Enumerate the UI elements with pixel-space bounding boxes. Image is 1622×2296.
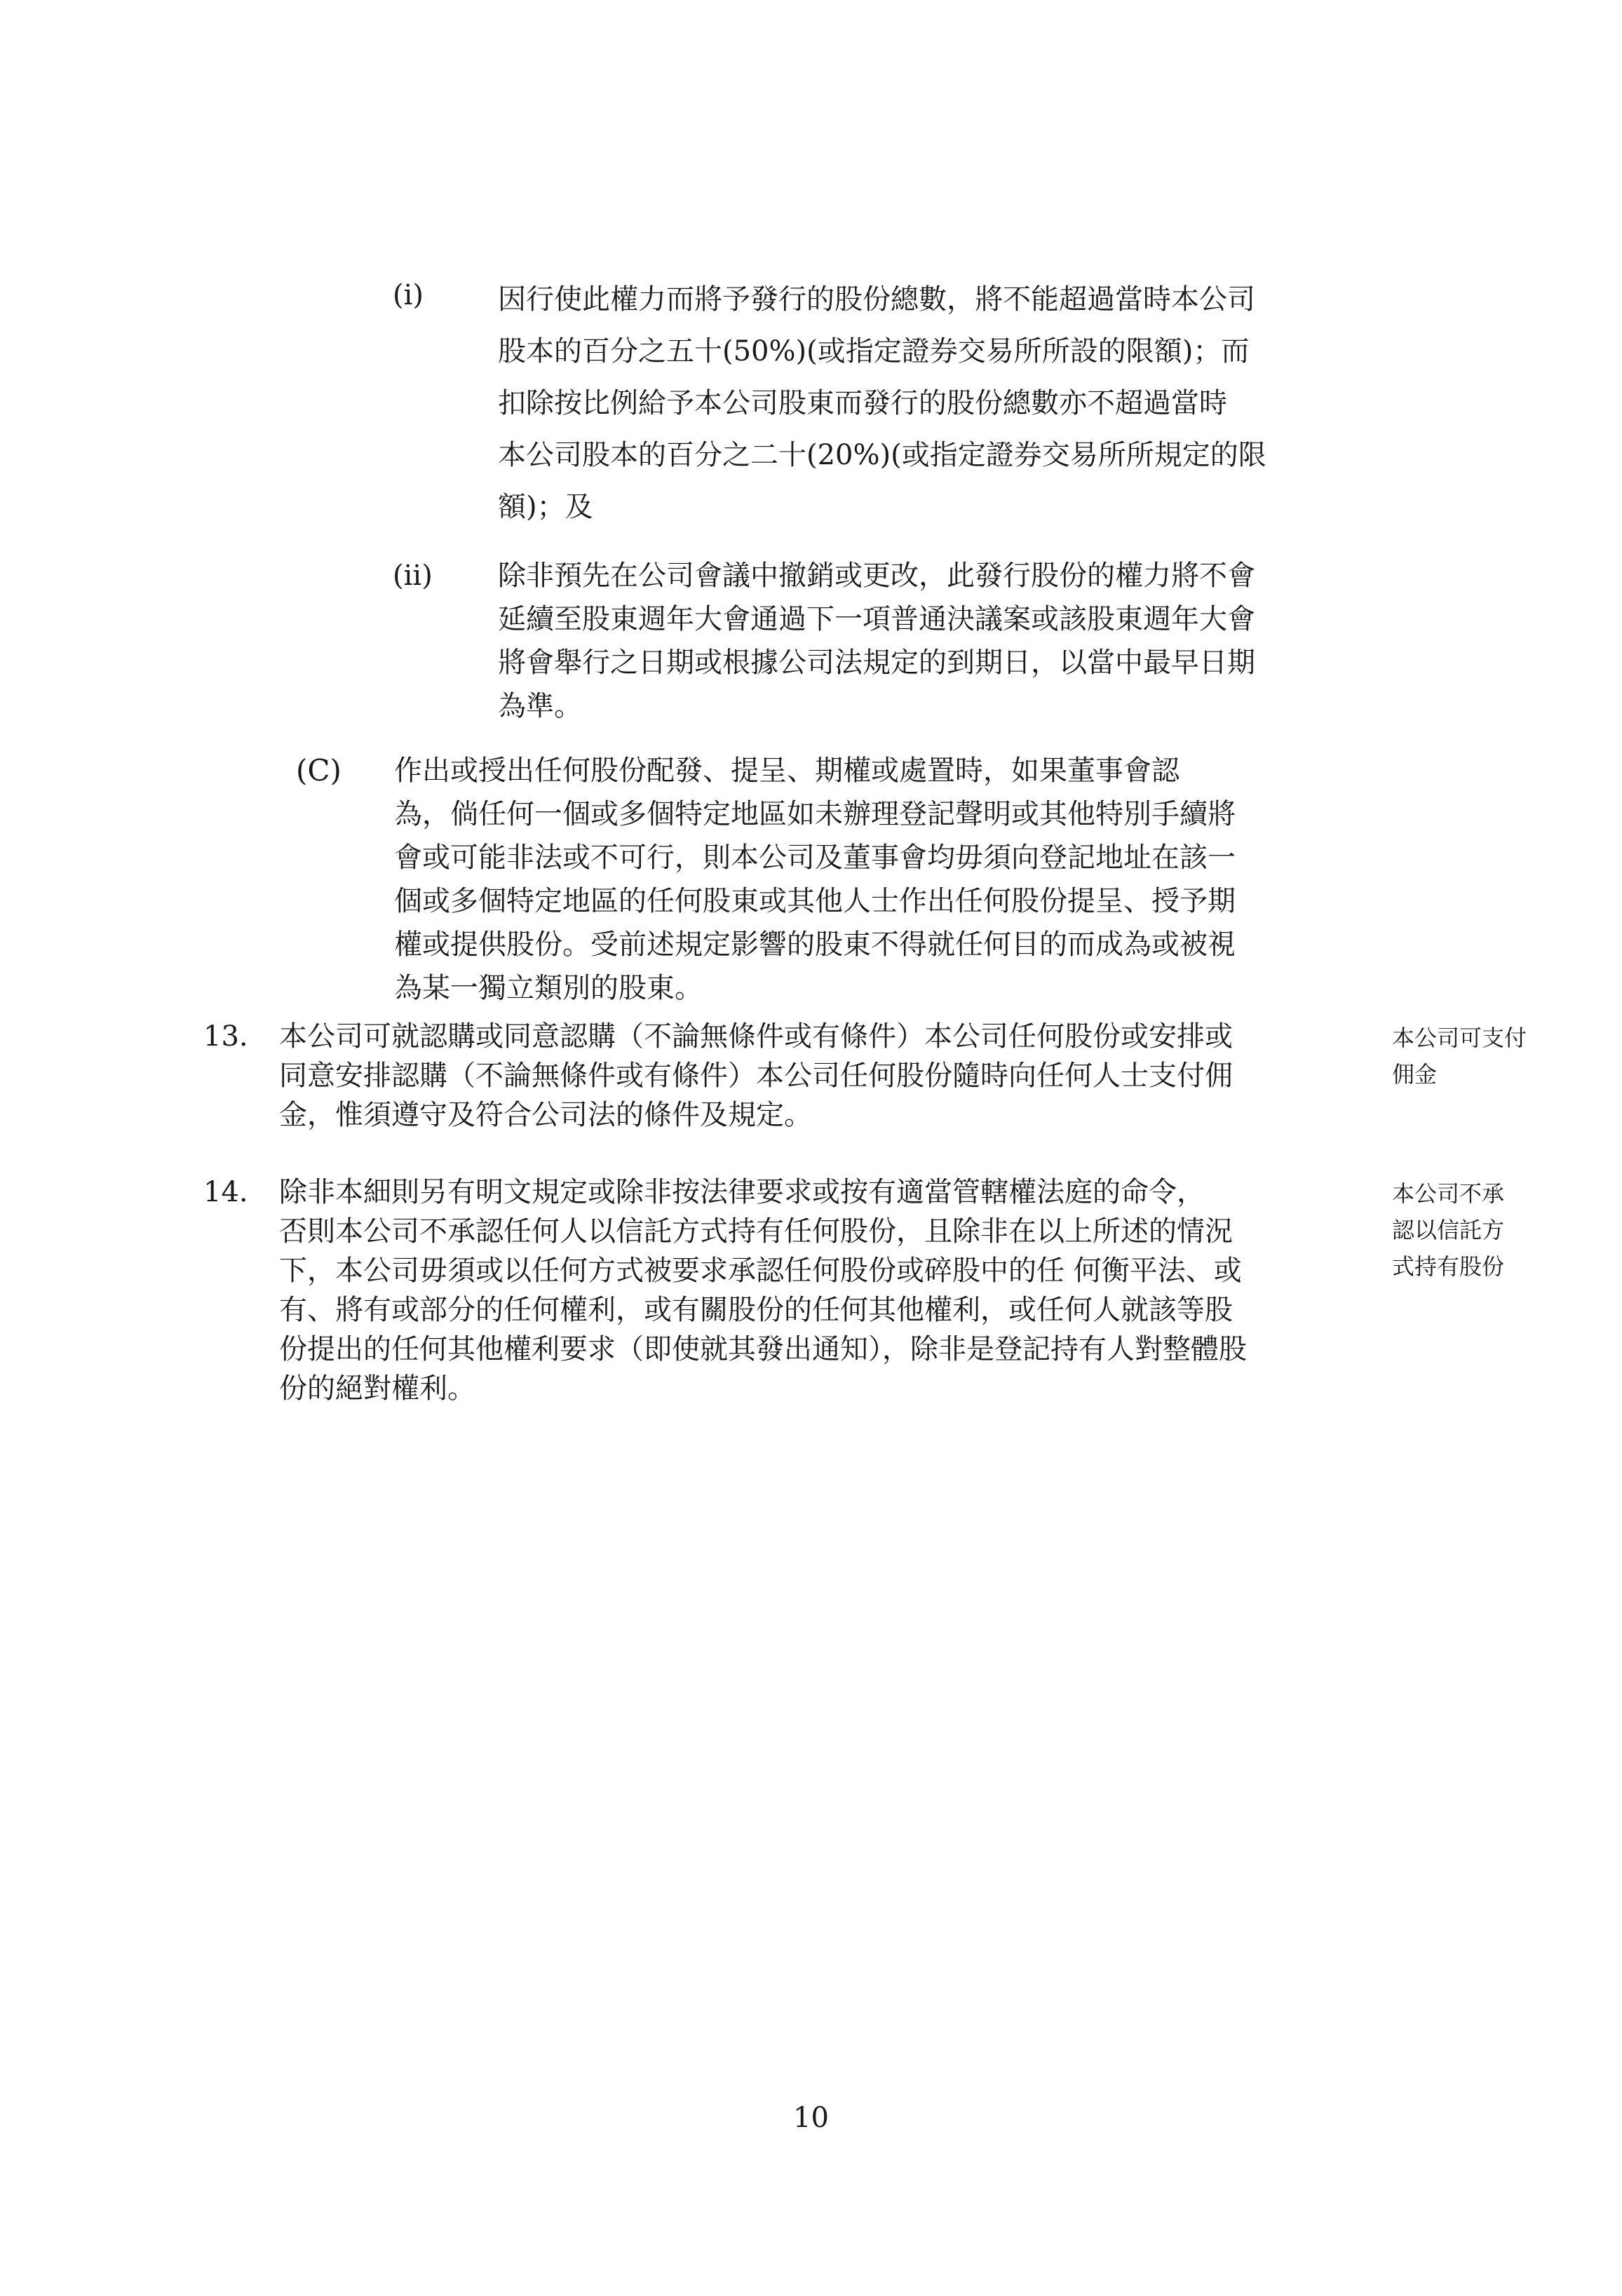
sub-item-text: 因行使此權力而將予發行的股份總數，將不能超過當時本公司 股本的百分之五十(50%)(或指定證券交易所所設的限額)；而 扣除按比例給予本公司股東而發行的股份總數亦不超過當時 本公司股本的百分之二十(20%)(或指定證券交易所所規定的限 額)；及 — [498, 283, 1266, 523]
article-number: 13. — [203, 1020, 248, 1053]
page-number: 10 — [793, 2102, 829, 2134]
article-text: 本公司可就認購或同意認購（不論無條件或有條件）本公司任何股份或安排或 同意安排認購（不論無條件或有條件）本公司任何股份隨時向任何人士支付佣 金，惟須遵守及符合公司法的條件及規定。 — [279, 1020, 1233, 1131]
margin-note: 本公司可支付 佣金 — [1392, 1025, 1527, 1088]
article-number: 14. — [203, 1176, 248, 1208]
sub-item-label: (C) — [296, 753, 342, 788]
margin-note: 本公司不承 認以信託方 式持有股份 — [1392, 1180, 1505, 1280]
sub-item-text: 作出或授出任何股份配發、提呈、期權或處置時，如果董事會認 為，倘任何一個或多個特定地區如未辦理登記聲明或其他特別手續將 會或可能非法或不可行，則本公司及董事會均毋須向登記地址在該一 個或多個特定地區的任何股東或其他人士作出任何股份提呈、授予期 權或提供股份。受前述規定影響的股東不得就任何目的而成為或被視 為某一獨立類別的股東。 — [394, 755, 1236, 1004]
sub-item-label: (ii) — [393, 560, 433, 592]
article-text: 除非本細則另有明文規定或除非按法律要求或按有適當管轄權法庭的命令， 否則本公司不承認任何人以信託方式持有任何股份，且除非在以上所述的情況 下，本公司毋須或以任何方式被要求承認任何股份或碎股中的任 何衡平法、或 有、將有或部分的任何權利，或有關股份的任何其他權利，或任何人就該等股 份提出的任何其他權利要求（即使就其發出通知），除非是登記持有人對整體股 份的絕對權利。 — [279, 1176, 1247, 1405]
sub-item-text: 除非預先在公司會議中撤銷或更改，此發行股份的權力將不會 延續至股東週年大會通過下一項普通決議案或該股東週年大會 將會舉行之日期或根據公司法規定的到期日，以當中最早日期 為準。 — [498, 560, 1255, 722]
sub-item-label: (i) — [393, 279, 424, 311]
